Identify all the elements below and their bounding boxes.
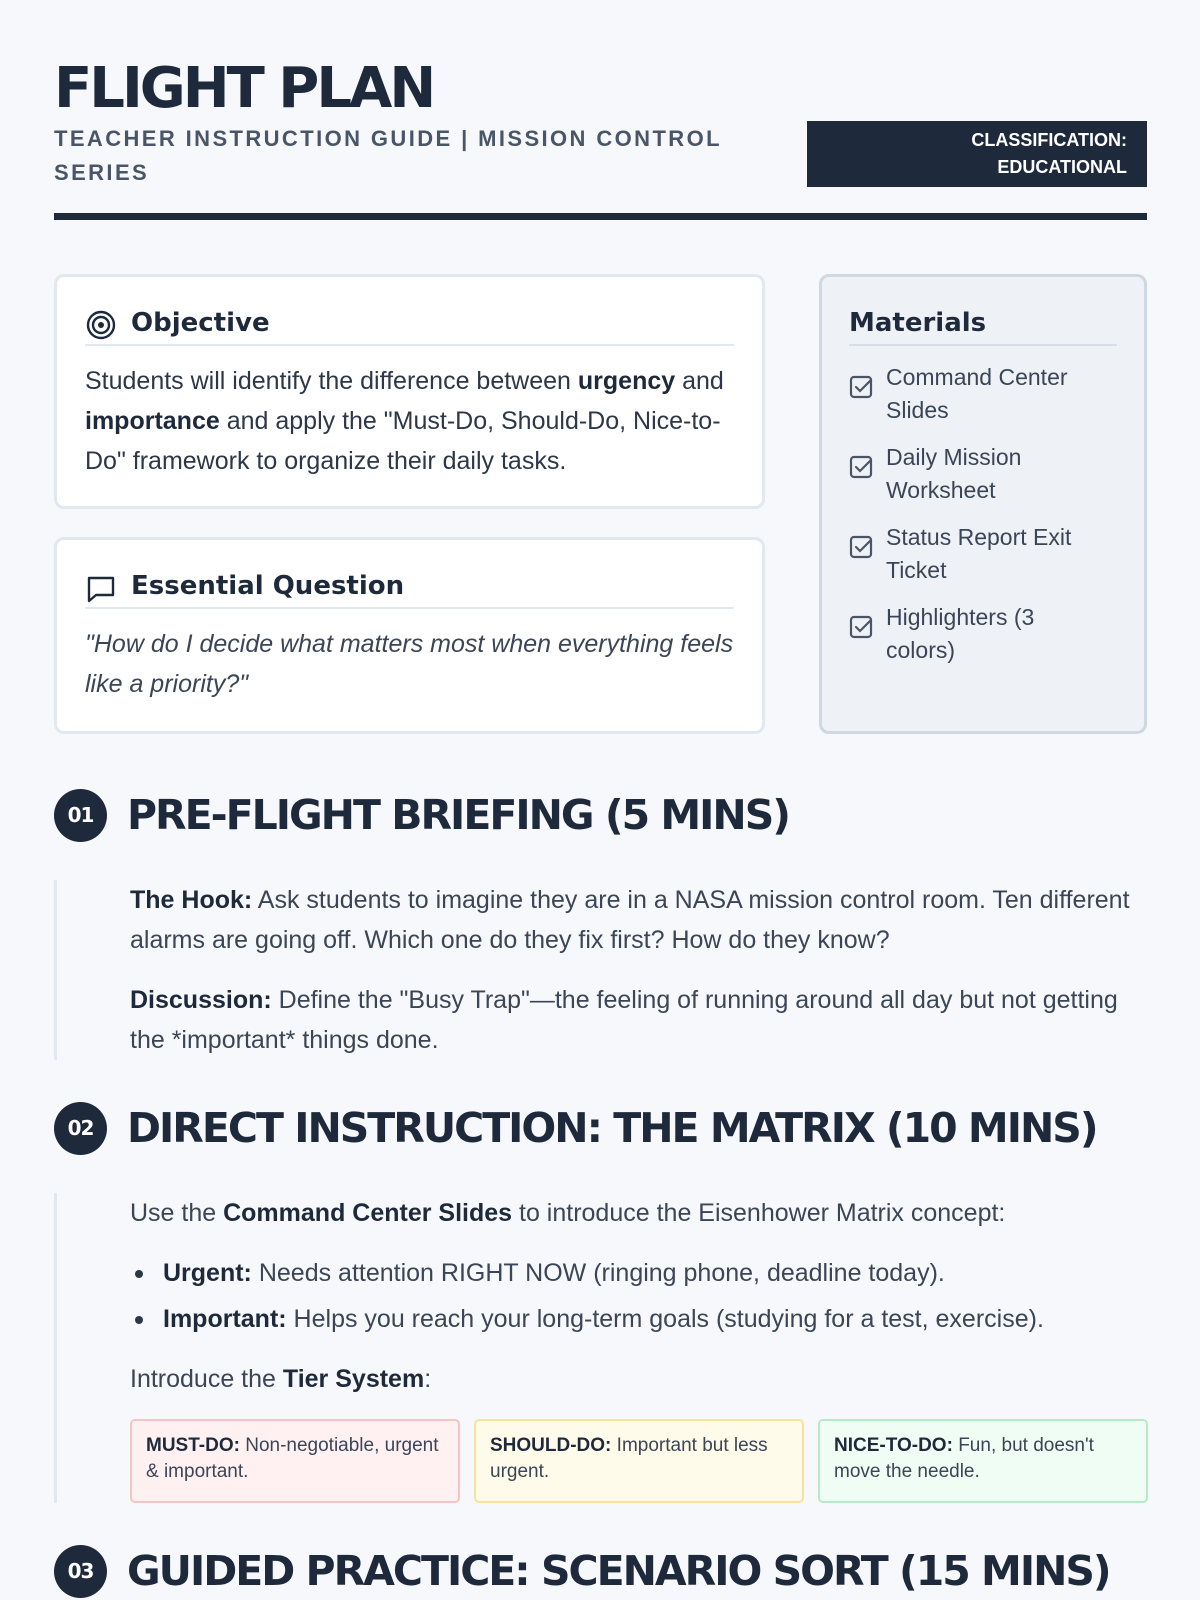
objective-bold-importance: importance — [85, 407, 220, 435]
hook-text: Ask students to imagine they are in a NASA mission control room. Ten different alarms are going off. Which one do they fix first? How do they know? — [130, 886, 1130, 954]
section-01-body — [54, 880, 1147, 1060]
hook-paragraph — [130, 880, 1147, 960]
tier-intro — [130, 1359, 1147, 1399]
objective-header — [85, 305, 734, 346]
tier-intro-text: Introduce the — [130, 1365, 283, 1393]
section-title: PRE-FLIGHT BRIEFING (5 MINS) — [127, 791, 790, 839]
objective-text-part: Students will identify the difference between — [85, 367, 578, 395]
page-header — [54, 56, 1147, 220]
materials-card — [819, 274, 1147, 734]
tier-system — [130, 1419, 1150, 1503]
page-subtitle: TEACHER INSTRUCTION GUIDE | MISSION CONTROL SERIES — [54, 126, 722, 185]
section-03-header — [54, 1543, 1147, 1599]
tier-intro-bold: Tier System — [282, 1365, 425, 1393]
essential-question-heading: Essential Question — [131, 571, 405, 601]
materials-item — [849, 441, 1119, 507]
bullet-label: Urgent: — [163, 1259, 252, 1287]
matrix-intro-text: to introduce the Eisenhower Matrix concept: — [512, 1199, 1006, 1227]
essential-question-card — [54, 537, 765, 734]
classification-badge — [807, 121, 1147, 187]
badge-line-2: EDUCATIONAL — [997, 157, 1127, 177]
tier-must-do — [130, 1419, 460, 1503]
essential-question-header — [85, 568, 734, 609]
header-rule — [54, 213, 1147, 220]
section-number-badge: 01 — [54, 789, 107, 842]
materials-item-label: Status Report Exit Ticket — [886, 524, 1072, 583]
section-02-header — [54, 1100, 1147, 1156]
objective-bold-urgency: urgency — [577, 367, 676, 395]
section-title: DIRECT INSTRUCTION: THE MATRIX (10 MINS) — [127, 1104, 1097, 1152]
checkbox-checked-icon — [849, 535, 875, 561]
section-number-badge: 02 — [54, 1102, 107, 1155]
tier-text: Important but less urgent. — [490, 1435, 768, 1482]
tier-nice-to-do — [818, 1419, 1148, 1503]
materials-item-label: Command Center Slides — [886, 364, 1068, 423]
tier-text: Non-negotiable, urgent & important. — [146, 1435, 439, 1482]
materials-item — [849, 361, 1119, 427]
section-02-body — [54, 1193, 1147, 1503]
checkbox-checked-icon — [849, 375, 875, 401]
discussion-label: Discussion: — [130, 986, 272, 1014]
speech-bubble-icon — [85, 572, 117, 604]
checkbox-checked-icon — [849, 615, 875, 641]
hook-label: The Hook: — [130, 886, 253, 914]
objective-card — [54, 274, 765, 509]
objective-text — [85, 361, 742, 481]
objective-heading: Objective — [131, 308, 270, 338]
matrix-intro-bold: Command Center Slides — [223, 1199, 513, 1227]
materials-item — [849, 601, 1119, 667]
bullet-text: Needs attention RIGHT NOW (ringing phone, deadline today). — [251, 1259, 945, 1287]
page-title: FLIGHT PLAN — [54, 56, 434, 121]
materials-item-label: Daily Mission Worksheet — [886, 444, 1022, 503]
tier-intro-text: : — [424, 1365, 432, 1393]
section-01-header — [54, 787, 1147, 843]
materials-item — [849, 521, 1119, 587]
section-title: GUIDED PRACTICE: SCENARIO SORT (15 MINS) — [127, 1547, 1110, 1595]
tier-text: Fun, but doesn't move the needle. — [834, 1435, 1094, 1482]
tier-label: SHOULD-DO: — [490, 1435, 612, 1456]
section-number-badge: 03 — [54, 1545, 107, 1598]
tier-should-do — [474, 1419, 804, 1503]
objective-text-part: and — [675, 367, 724, 395]
tier-label: NICE-TO-DO: — [834, 1435, 953, 1456]
badge-line-1: CLASSIFICATION: — [971, 130, 1127, 150]
list-item — [130, 1299, 1147, 1339]
matrix-intro-text: Use the — [130, 1199, 224, 1227]
matrix-bullets — [130, 1253, 1147, 1339]
materials-item-label: Highlighters (3 colors) — [886, 604, 1035, 663]
essential-question-quote: "How do I decide what matters most when everything feels like a priority?" — [85, 630, 734, 698]
bullet-text: Helps you reach your long-term goals (studying for a test, exercise). — [286, 1305, 1044, 1333]
list-item — [130, 1253, 1147, 1293]
materials-heading: Materials — [849, 305, 1117, 346]
discussion-paragraph — [130, 980, 1147, 1060]
tier-label: MUST-DO: — [146, 1435, 240, 1456]
discussion-text: Define the "Busy Trap"—the feeling of running around all day but not getting the *important* things done. — [130, 986, 1118, 1054]
bullet-label: Important: — [163, 1305, 287, 1333]
checkbox-checked-icon — [849, 455, 875, 481]
target-icon — [85, 309, 117, 341]
objective-text-part: and apply the "Must-Do, Should-Do, Nice-to-Do" framework to organize their daily tasks. — [85, 407, 721, 475]
matrix-intro — [130, 1193, 1147, 1233]
